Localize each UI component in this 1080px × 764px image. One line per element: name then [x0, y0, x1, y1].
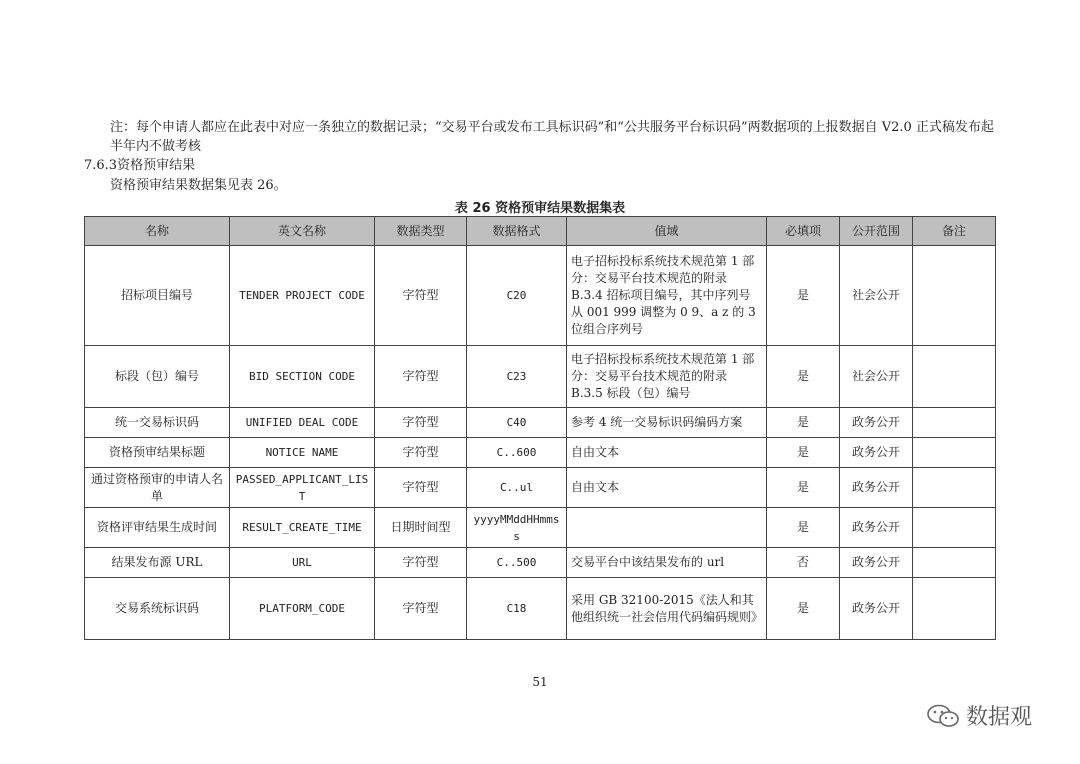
- table-row: [85, 548, 996, 578]
- cell-data-format: C..ul: [467, 468, 567, 508]
- cell-name: 资格预审结果标题: [85, 438, 230, 468]
- cell-data-format: C..600: [467, 438, 567, 468]
- cell-required: 是: [767, 346, 840, 408]
- cell-name: 结果发布源 URL: [85, 548, 230, 578]
- watermark-text: 数据观: [966, 705, 1033, 730]
- table-header-row: [85, 217, 996, 246]
- header-disclosure-scope: 公开范围: [840, 217, 913, 246]
- cell-name: 统一交易标识码: [85, 408, 230, 438]
- cell-data-type: 字符型: [375, 246, 467, 346]
- cell-data-type: 字符型: [375, 468, 467, 508]
- cell-disclosure-scope: 政务公开: [840, 548, 913, 578]
- cell-value-domain: 参考 4 统一交易标识码编码方案: [567, 408, 767, 438]
- table-row: [85, 468, 996, 508]
- cell-required: 是: [767, 408, 840, 438]
- cell-required: 是: [767, 508, 840, 548]
- cell-disclosure-scope: 政务公开: [840, 438, 913, 468]
- cell-value-domain: 交易平台中该结果发布的 url: [567, 548, 767, 578]
- header-remark: 备注: [913, 217, 996, 246]
- cell-value-domain: [567, 508, 767, 548]
- cell-data-type: 字符型: [375, 346, 467, 408]
- cell-english-name: RESULT_CREATE_TIME: [230, 508, 375, 548]
- section-heading: 7.6.3资格预审结果: [84, 158, 196, 173]
- header-data-format: 数据格式: [467, 217, 567, 246]
- page-number: 51: [532, 675, 548, 689]
- table-row: [85, 408, 996, 438]
- cell-data-type: 日期时间型: [375, 508, 467, 548]
- cell-name: 交易系统标识码: [85, 578, 230, 640]
- table-row: [85, 246, 996, 346]
- header-value-domain: 值域: [567, 217, 767, 246]
- cell-name: 标段（包）编号: [85, 346, 230, 408]
- cell-remark: [913, 408, 996, 438]
- cell-value-domain: 采用 GB 32100-2015《法人和其他组织统一社会信用代码编码规则》: [567, 578, 767, 640]
- cell-value-domain: 自由文本: [567, 468, 767, 508]
- cell-english-name: NOTICE NAME: [230, 438, 375, 468]
- cell-data-format: C40: [467, 408, 567, 438]
- cell-disclosure-scope: 政务公开: [840, 408, 913, 438]
- cell-required: 是: [767, 246, 840, 346]
- header-name: 名称: [85, 217, 230, 246]
- header-english-name: 英文名称: [230, 217, 375, 246]
- cell-data-type: 字符型: [375, 578, 467, 640]
- cell-value-domain: 自由文本: [567, 438, 767, 468]
- header-required: 必填项: [767, 217, 840, 246]
- cell-disclosure-scope: 政务公开: [840, 578, 913, 640]
- cell-english-name: UNIFIED DEAL CODE: [230, 408, 375, 438]
- table-row: [85, 346, 996, 408]
- cell-value-domain: 电子招标投标系统技术规范第 1 部分：交易平台技术规范的附录 B.3.5 标段（包）编号: [567, 346, 767, 408]
- table-row: [85, 578, 996, 640]
- cell-data-type: 字符型: [375, 408, 467, 438]
- cell-remark: [913, 548, 996, 578]
- cell-remark: [913, 468, 996, 508]
- cell-data-type: 字符型: [375, 438, 467, 468]
- cell-remark: [913, 246, 996, 346]
- cell-remark: [913, 438, 996, 468]
- table-row: [85, 508, 996, 548]
- cell-value-domain: 电子招标投标系统技术规范第 1 部分：交易平台技术规范的附录 B.3.4 招标项目编号，其中序列号从 001 999 调整为 0 9、a z 的 3 位组合序列号: [567, 246, 767, 346]
- data-set-table: [84, 216, 996, 640]
- cell-english-name: URL: [230, 548, 375, 578]
- cell-required: 是: [767, 468, 840, 508]
- table-row: [85, 438, 996, 468]
- cell-data-format: C23: [467, 346, 567, 408]
- note-paragraph: 注：每个申请人都应在此表中对应一条独立的数据记录；“交易平台或发布工具标识码”和“公共服务平台标识码”两数据项的上报数据自 V2.0 正式稿发布起半年内不做考核: [110, 120, 994, 154]
- cell-disclosure-scope: 社会公开: [840, 346, 913, 408]
- cell-name: 资格评审结果生成时间: [85, 508, 230, 548]
- cell-english-name: PASSED_APPLICANT_LIST: [230, 468, 375, 508]
- cell-disclosure-scope: 政务公开: [840, 468, 913, 508]
- cell-remark: [913, 508, 996, 548]
- cell-english-name: PLATFORM_CODE: [230, 578, 375, 640]
- cell-disclosure-scope: 社会公开: [840, 246, 913, 346]
- table-caption: 表 26 资格预审结果数据集表: [454, 201, 626, 216]
- wechat-icon: [926, 704, 960, 728]
- watermark: [926, 700, 1032, 731]
- intro-paragraph: 资格预审结果数据集见表 26。: [110, 178, 287, 193]
- cell-data-type: 字符型: [375, 548, 467, 578]
- cell-data-format: C20: [467, 246, 567, 346]
- cell-english-name: BID SECTION CODE: [230, 346, 375, 408]
- header-data-type: 数据类型: [375, 217, 467, 246]
- cell-disclosure-scope: 政务公开: [840, 508, 913, 548]
- cell-data-format: C..500: [467, 548, 567, 578]
- cell-name: 招标项目编号: [85, 246, 230, 346]
- cell-english-name: TENDER PROJECT CODE: [230, 246, 375, 346]
- cell-name: 通过资格预审的申请人名单: [85, 468, 230, 508]
- cell-remark: [913, 346, 996, 408]
- cell-data-format: yyyyMMddHHmmss: [467, 508, 567, 548]
- cell-required: 否: [767, 548, 840, 578]
- cell-required: 是: [767, 438, 840, 468]
- cell-data-format: C18: [467, 578, 567, 640]
- cell-required: 是: [767, 578, 840, 640]
- cell-remark: [913, 578, 996, 640]
